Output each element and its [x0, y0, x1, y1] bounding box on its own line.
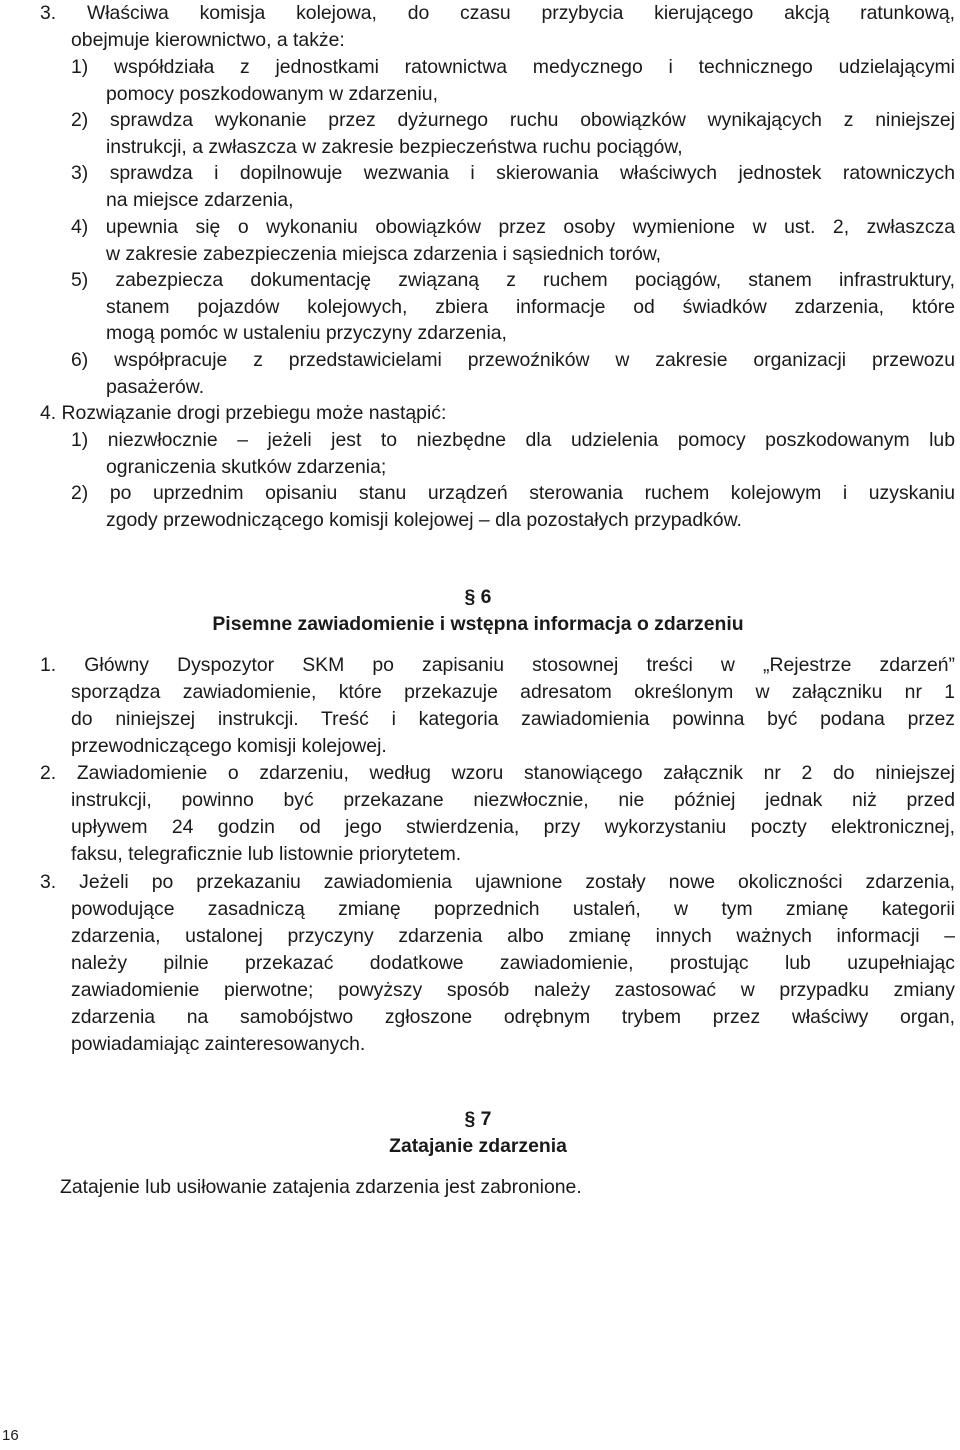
- text-line: zawiadomienie pierwotne; powyższy sposób należy zastosować w przypadku zmiany: [71, 979, 955, 1001]
- text-line: na miejsce zdarzenia,: [106, 189, 294, 211]
- text-line: stanem pojazdów kolejowych, zbiera informacje od świadków zdarzenia, które: [106, 296, 955, 318]
- text-line: 1) współdziała z jednostkami ratownictwa medycznego i technicznego udzielającymi: [71, 56, 955, 78]
- section-title: Pisemne zawiadomienie i wstępna informacja o zdarzeniu: [212, 613, 744, 635]
- text-line: 4. Rozwiązanie drogi przebiegu może nastąpić:: [40, 402, 447, 424]
- text-line: 2) po uprzednim opisaniu stanu urządzeń sterowania ruchem kolejowym i uzyskaniu: [71, 482, 955, 504]
- text-line: instrukcji, a zwłaszcza w zakresie bezpieczeństwa ruchu pociągów,: [106, 136, 683, 158]
- text-line: 6) współpracuje z przedstawicielami przewoźników w zakresie organizacji przewozu: [71, 349, 955, 371]
- text-line: zgody przewodniczącego komisji kolejowej – dla pozostałych przypadków.: [106, 509, 742, 531]
- text-line: 3. Jeżeli po przekazaniu zawiadomienia ujawnione zostały nowe okoliczności zdarzenia,: [40, 871, 955, 893]
- text-line: ograniczenia skutków zdarzenia;: [106, 456, 387, 478]
- text-line: faksu, telegraficznie lub listownie priorytetem.: [71, 843, 462, 865]
- text-line: pasażerów.: [106, 376, 205, 398]
- text-line: przewodniczącego komisji kolejowej.: [71, 735, 387, 757]
- text-line: należy pilnie przekazać dodatkowe zawiadomienie, prostując lub uzupełniając: [71, 952, 955, 974]
- text-line: instrukcji, powinno być przekazane niezwłocznie, nie później jednak niż przed: [71, 789, 955, 811]
- section-number: § 7: [464, 1108, 492, 1130]
- text-line: zdarzenia na samobójstwo zgłoszone odrębnym trybem przez właściwy organ,: [71, 1006, 955, 1028]
- page-number: 16: [2, 1427, 19, 1444]
- text-line: Zatajenie lub usiłowanie zatajenia zdarzenia jest zabronione.: [60, 1176, 582, 1198]
- text-line: 2) sprawdza wykonanie przez dyżurnego ruchu obowiązków wynikających z niniejszej: [71, 109, 955, 131]
- section-number: § 6: [464, 586, 492, 608]
- text-line: pomocy poszkodowanym w zdarzeniu,: [106, 83, 438, 105]
- text-line: upływem 24 godzin od jego stwierdzenia, przy wykorzystaniu poczty elektronicznej,: [71, 816, 955, 838]
- section-title: Zatajanie zdarzenia: [389, 1135, 567, 1157]
- text-line: 1. Główny Dyspozytor SKM po zapisaniu stosownej treści w „Rejestrze zdarzeń”: [40, 654, 955, 676]
- text-line: 2. Zawiadomienie o zdarzeniu, według wzoru stanowiącego załącznik nr 2 do niniejszej: [40, 762, 955, 784]
- text-line: sporządza zawiadomienie, które przekazuje adresatom określonym w załączniku nr 1: [71, 681, 955, 703]
- text-line: w zakresie zabezpieczenia miejsca zdarzenia i sąsiednich torów,: [106, 243, 662, 265]
- text-line: obejmuje kierownictwo, a także:: [71, 29, 345, 51]
- text-line: 5) zabezpiecza dokumentację związaną z ruchem pociągów, stanem infrastruktury,: [71, 269, 955, 291]
- text-line: 4) upewnia się o wykonaniu obowiązków przez osoby wymienione w ust. 2, zwłaszcza: [71, 216, 955, 238]
- text-line: 3) sprawdza i dopilnowuje wezwania i skierowania właściwych jednostek ratowniczych: [71, 162, 955, 184]
- text-line: 3. Właściwa komisja kolejowa, do czasu przybycia kierującego akcją ratunkową,: [40, 2, 955, 24]
- text-line: powiadamiając zainteresowanych.: [71, 1033, 366, 1055]
- text-line: 1) niezwłocznie – jeżeli jest to niezbędne dla udzielenia pomocy poszkodowanym lub: [71, 429, 955, 451]
- text-line: mogą pomóc w ustaleniu przyczyny zdarzenia,: [106, 322, 507, 344]
- text-line: powodujące zasadniczą zmianę poprzednich ustaleń, w tym zmianę kategorii: [71, 898, 955, 920]
- text-line: zdarzenia, ustalonej przyczyny zdarzenia albo zmianę innych ważnych informacji –: [71, 925, 955, 947]
- text-line: do niniejszej instrukcji. Treść i kategoria zawiadomienia powinna być podana przez: [71, 708, 955, 730]
